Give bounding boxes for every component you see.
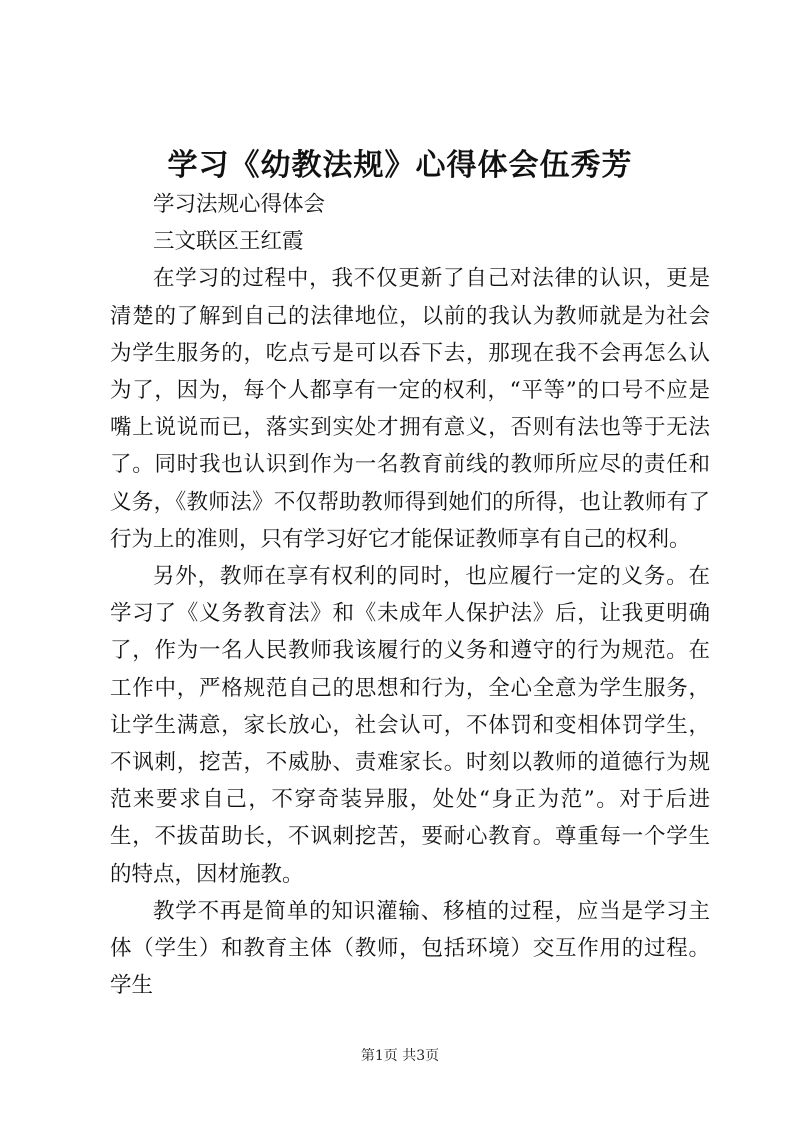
document-title: 学习《幼教法规》心得体会伍秀芳 bbox=[167, 148, 633, 183]
paragraph-3: 教学不再是简单的知识灌输、移植的过程，应当是学习主体（学生）和教育主体（教师，包括环境）交互作用的过程。学生 bbox=[110, 898, 710, 999]
page-number-footer: 第1页 共3页 bbox=[360, 1048, 440, 1064]
paragraph-2: 另外，教师在享有权利的同时，也应履行一定的义务。在学习了《义务教育法》和《未成年人保护法》后，让我更明确了，作为一名人民教师我该履行的义务和遵守的行为规范。在工作中，严格规范自己的思想和行为，全心全意为学生服务，让学生满意，家长放心，社会认可，不体罚和变相体罚学生，不讽刺，挖苦，不威胁、责难家长。时刻以教师的道德行为规范来要求自己，不穿奇装异服，处处“身正为范”。对于后进生，不拔苗助长，不讽刺挖苦，要耐心教育。尊重每一个学生的特点，因材施教。 bbox=[110, 564, 710, 887]
paragraph-author: 三文联区王红霞 bbox=[153, 229, 304, 255]
document-body bbox=[110, 186, 710, 1004]
paragraph-subtitle: 学习法规心得体会 bbox=[153, 192, 326, 217]
paragraph-1: 在学习的过程中，我不仅更新了自己对法律的认识，更是清楚的了解到自己的法律地位，以前的我认为教师就是为社会为学生服务的，吃点亏是可以吞下去，那现在我不会再怎么认为了，因为，每个人都享有一定的权利，“平等”的口号不应是嘴上说说而已，落实到实处才拥有意义，否则有法也等于无法了。同时我也认识到作为一名教育前线的教师所应尽的责任和义务，《教师法》不仅帮助教师得到她们的所得，也让教师有了行为上的准则，只有学习好它才能保证教师享有自己的权利。 bbox=[110, 266, 710, 552]
